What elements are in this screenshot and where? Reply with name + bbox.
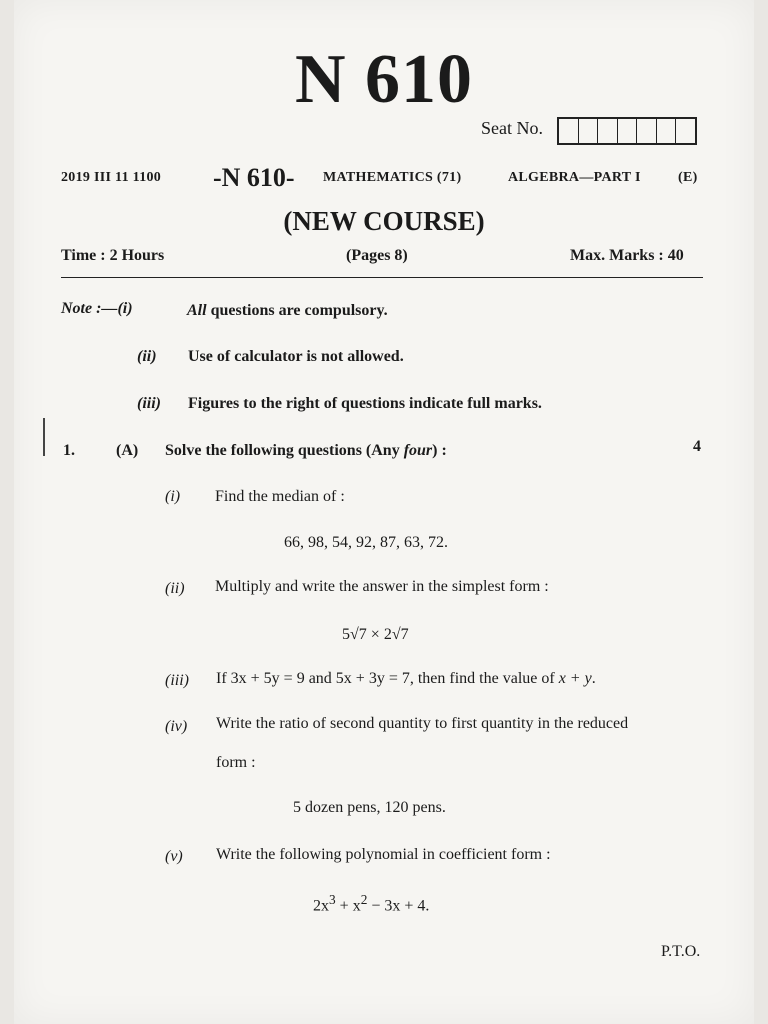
expr-term: 5√7 [342,626,367,643]
subquestion-expression: 5 dozen pens, 120 pens. [293,799,446,816]
note-number: (ii) [137,348,157,365]
subquestion-number: (ii) [165,580,185,597]
note-number: (i) [117,300,133,317]
expr-term: + x [335,897,361,915]
question-instruction [165,442,447,460]
notes-label [61,300,133,318]
subquestion-text [216,670,596,688]
notes-label-text: Note :— [61,300,118,317]
subquestion-text: Find the median of : [215,488,345,505]
seat-digit-box[interactable] [579,119,599,143]
note-text: Use of calculator is not allowed. [188,348,404,365]
subject-name: MATHEMATICS (71) [323,170,462,185]
header-divider [61,277,703,278]
note-number: (iii) [137,395,161,412]
page-count: (Pages 8) [346,247,408,264]
seat-digit-box[interactable] [618,119,638,143]
expr-exponent: 3 [329,892,336,907]
seat-digit-box[interactable] [559,119,579,143]
exam-page [14,0,754,1024]
expr-operator: × [370,626,380,643]
expr-term: 2√7 [383,626,409,643]
subquestion-expression [313,892,429,915]
instruction-emph: four [403,442,433,459]
instruction-prefix: Solve the following questions (Any [165,442,404,459]
note-text-emph: All [187,302,207,319]
seat-digit-box[interactable] [598,119,618,143]
note-text-rest: questions are compulsory. [210,302,388,319]
subquestion-number: (v) [165,848,183,865]
subquestion-number: (i) [165,488,181,505]
pto-label: P.T.O. [661,943,701,960]
max-marks: Max. Marks : 40 [570,247,684,264]
seat-digit-box[interactable] [676,119,695,143]
subquestion-number: (iii) [165,672,189,689]
medium-label: (E) [678,170,698,185]
seat-number-boxes[interactable] [557,117,697,145]
margin-mark [43,418,45,456]
subquestion-text: Write the following polynomial in coefficient form : [216,846,551,863]
subquestion-text: form : [216,754,256,771]
course-title: (NEW COURSE) [283,206,485,236]
subquestion-text: Write the ratio of second quantity to first quantity in the reduced [216,715,629,732]
question-marks: 4 [693,438,701,455]
subquestion-text-part: If 3x + 5y = 9 and 5x + 3y = 7, then find the value of [216,670,559,687]
paper-code-title: N 610 [294,41,474,118]
expr-exponent: 2 [360,892,368,907]
seat-digit-box[interactable] [637,119,657,143]
paper-part: ALGEBRA—PART I [508,170,641,185]
seat-number-label: Seat No. [481,118,543,138]
subquestion-text-emph: x + y [558,670,592,687]
subquestion-text-part: . [591,670,596,687]
subquestion-number: (iv) [165,718,188,735]
subquestion-text: Multiply and write the answer in the simplest form : [215,578,549,595]
subquestion-expression: 66, 98, 54, 92, 87, 63, 72. [284,534,448,551]
paper-code-small: -N 610- [213,163,295,192]
expr-term: − 3x + 4. [367,897,430,915]
note-text: Figures to the right of questions indicate full marks. [188,395,542,412]
expr-term: 2x [313,897,329,915]
note-text [187,302,388,320]
time-allowed: Time : 2 Hours [61,247,165,264]
question-part: (A) [116,442,139,459]
seat-digit-box[interactable] [657,119,677,143]
exam-code: 2019 III 11 1100 [61,170,162,185]
subquestion-expression [342,626,409,644]
instruction-suffix: ) : [432,442,447,459]
question-number: 1. [63,442,75,459]
